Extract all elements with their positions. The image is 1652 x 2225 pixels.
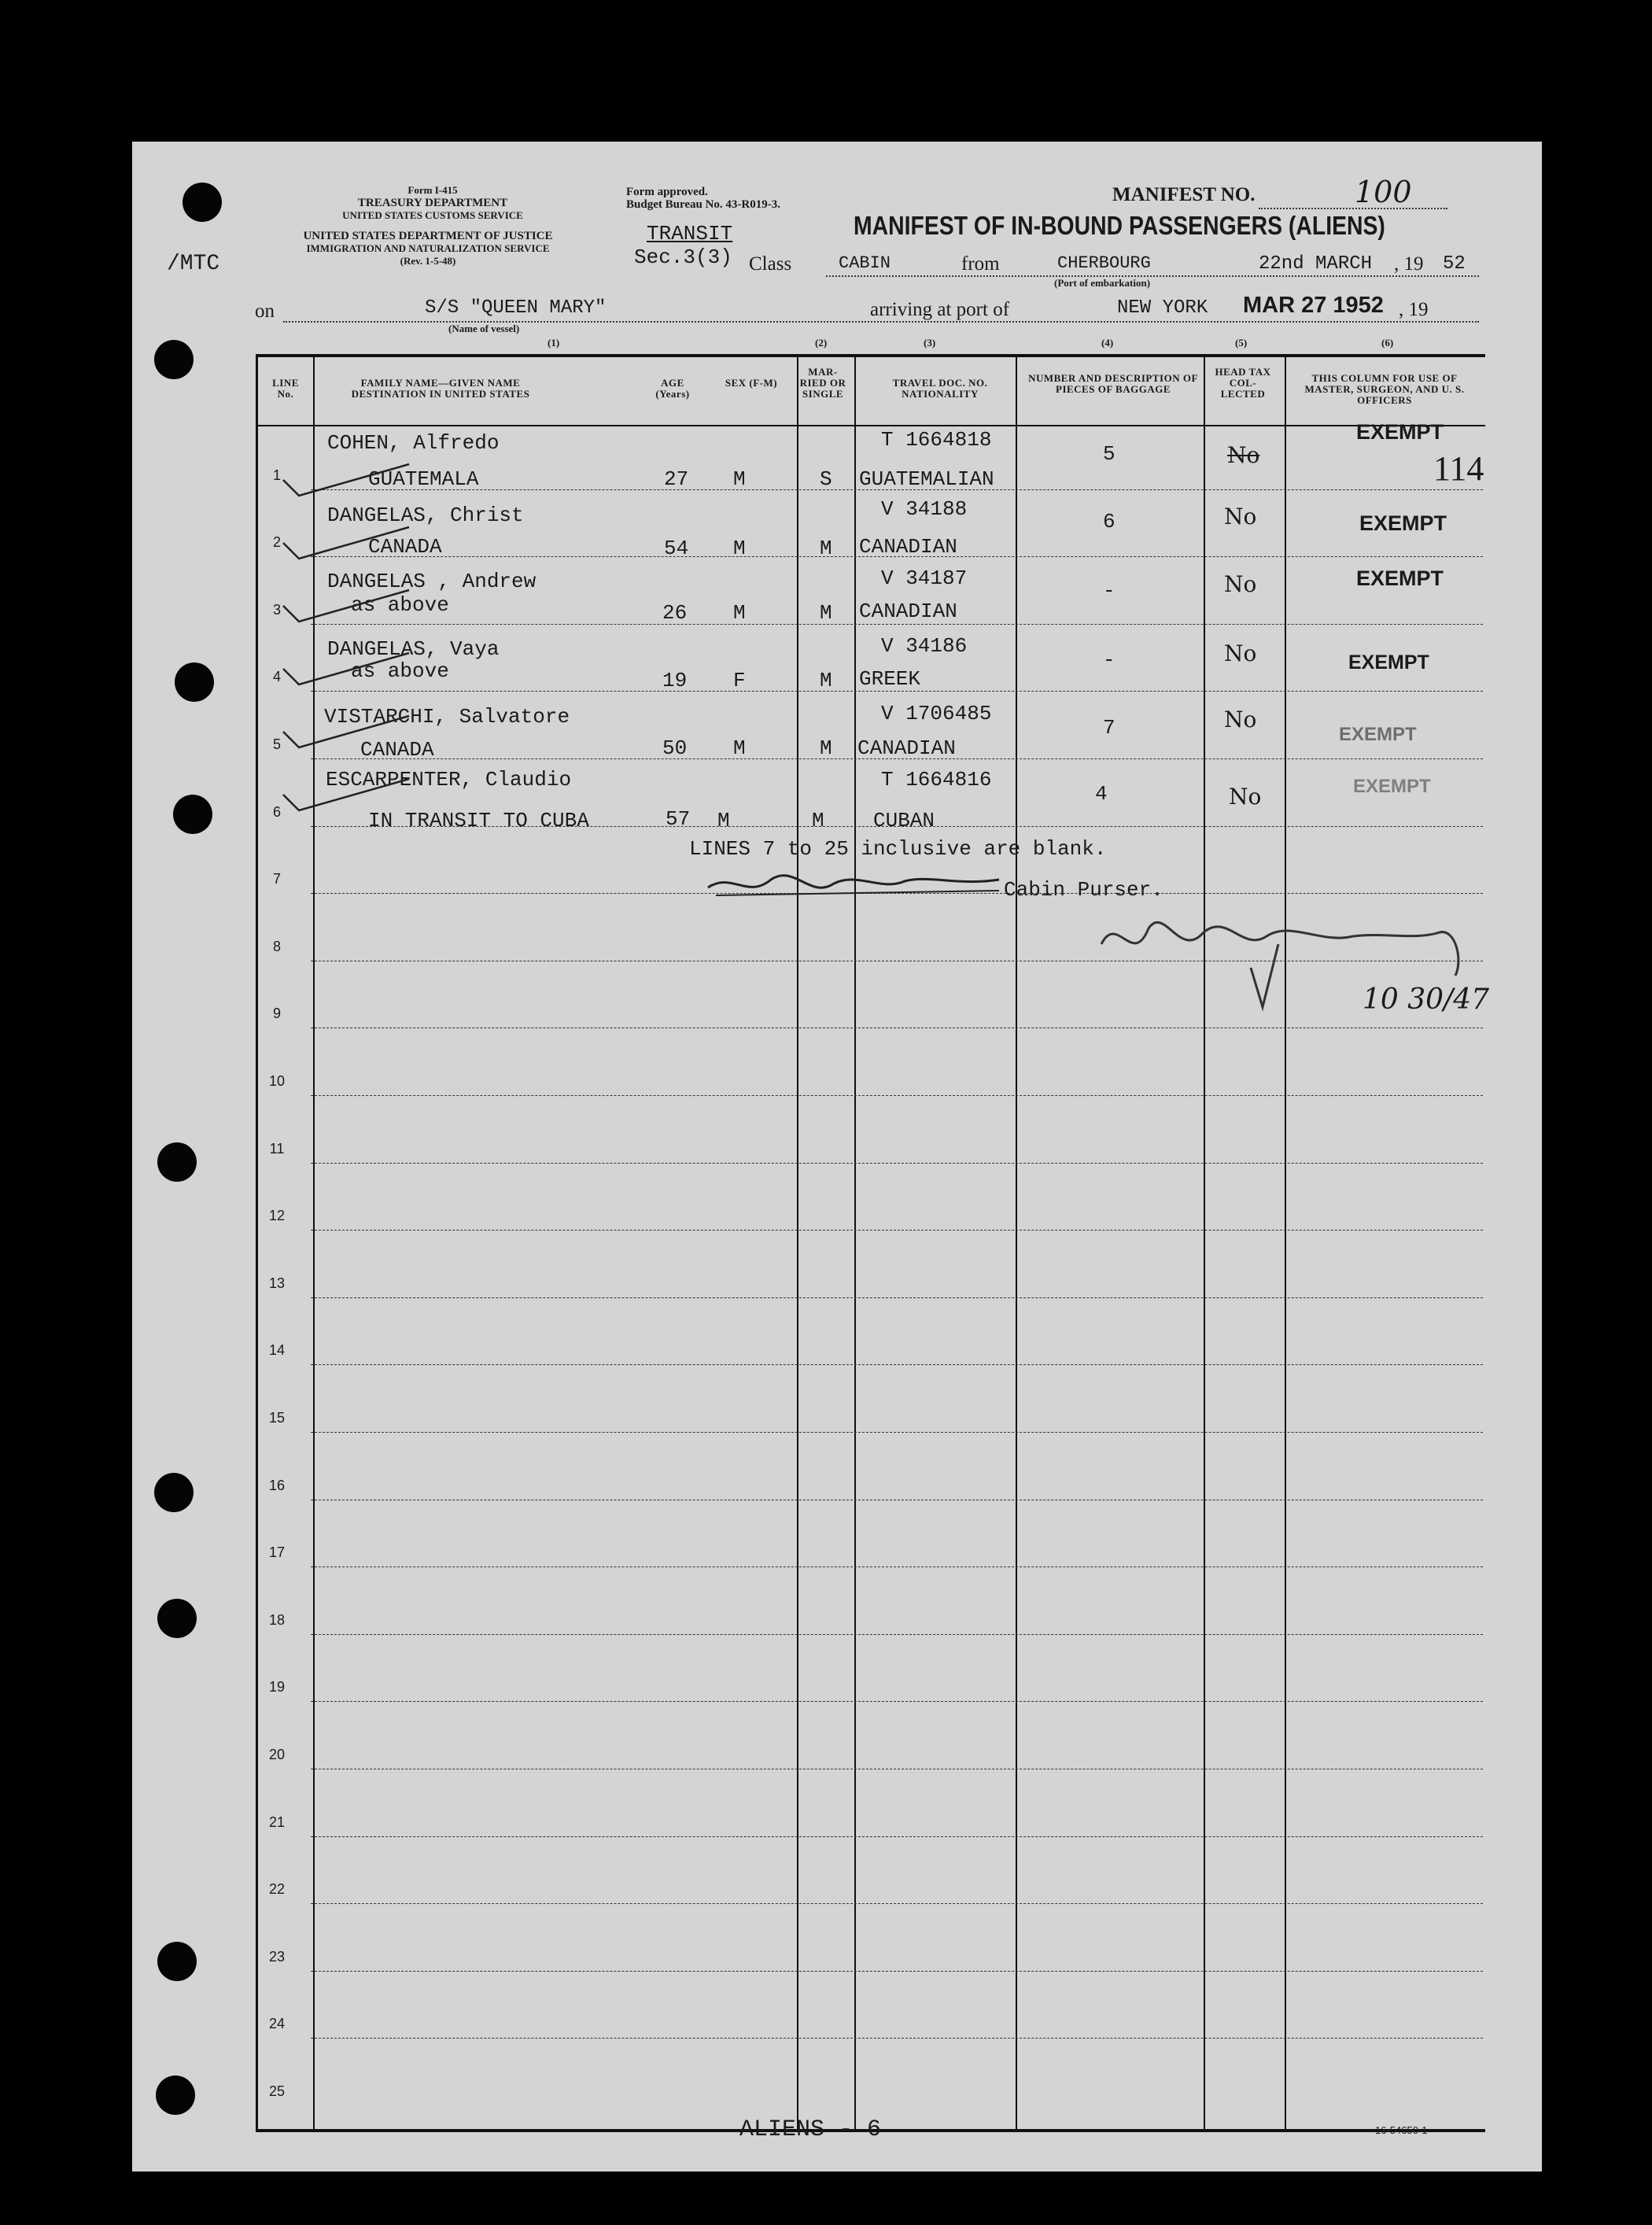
row-divider [311, 1634, 1483, 1635]
line-number: 11 [269, 1141, 285, 1157]
passenger-marital: M [820, 601, 832, 625]
passenger-name: DANGELAS, Vaya [327, 637, 500, 661]
passenger-nationality: CANADIAN [857, 736, 956, 760]
purser-label: Cabin Purser. [1004, 878, 1163, 902]
line-number: 17 [268, 1544, 286, 1560]
passenger-sex: M [733, 736, 746, 760]
passenger-remark: EXEMPT [1348, 651, 1429, 673]
line-number: 19 [268, 1679, 286, 1695]
line-number: 20 [268, 1747, 286, 1762]
row-divider [311, 624, 1483, 625]
binder-hole [173, 795, 212, 834]
col-baggage: NUMBER AND DESCRIPTION OF PIECES OF BAGGAGE [1028, 372, 1198, 395]
port-caption: (Port of embarkation) [1054, 277, 1151, 289]
passenger-head-tax: No [1229, 784, 1262, 810]
col-head-tax: HEAD TAX COL-LECTED [1215, 366, 1271, 400]
passenger-name: DANGELAS, Christ [327, 504, 524, 527]
passenger-head-tax: No [1224, 707, 1257, 732]
binder-hole [154, 340, 194, 379]
passenger-marital: M [812, 809, 824, 832]
passenger-age: 26 [662, 601, 688, 625]
arrival-port: NEW YORK [1117, 297, 1208, 319]
on-label: on [255, 301, 275, 322]
justice-block: UNITED STATES DEPARTMENT OF JUSTICE IMMIGRATION AND NATURALIZATION SERVICE (Rev. 1-5-48) [303, 230, 553, 267]
row-divider [311, 1364, 1483, 1365]
passenger-doc: T 1664818 [881, 428, 992, 452]
passenger-name: ESCARPENTER, Claudio [326, 768, 572, 791]
line-number: 5 [272, 736, 281, 752]
margin-note: /MTC [167, 252, 220, 276]
col-travel-doc: TRAVEL DOC. NO. NATIONALITY [892, 377, 988, 400]
blank-lines-note: LINES 7 to 25 inclusive are blank. [689, 837, 1107, 861]
line-number: 6 [272, 804, 281, 820]
line-number: 16 [268, 1478, 286, 1493]
row-divider [311, 2038, 1483, 2039]
manifest-no-label: MANIFEST NO. [1112, 184, 1256, 205]
purser-signature [700, 856, 1015, 911]
arrival-year-suffix: , 19 [1399, 299, 1429, 320]
passenger-nationality: GUATEMALIAN [859, 467, 994, 491]
binder-hole [154, 1473, 194, 1512]
binder-hole [157, 1599, 197, 1638]
row-divider [311, 1701, 1483, 1702]
arriving-label: arriving at port of [870, 299, 1010, 320]
transit-stamp: TRANSIT [647, 222, 733, 245]
passenger-doc: V 1706485 [881, 702, 992, 725]
passenger-head-tax: No [1224, 504, 1257, 529]
passenger-sex: F [733, 669, 746, 692]
binder-hole [157, 1142, 197, 1182]
vessel-name: S/S "QUEEN MARY" [425, 297, 607, 319]
passenger-age: 27 [664, 467, 689, 491]
row-divider [311, 1432, 1483, 1433]
footer-label: ALIENS - 6 [739, 2116, 882, 2143]
line-number: 7 [272, 871, 281, 887]
passenger-baggage: 5 [1103, 442, 1115, 466]
passenger-sex: M [733, 537, 746, 560]
class-label: Class [749, 253, 792, 275]
col-married: MAR-RIED OR SINGLE [799, 366, 846, 400]
passenger-destination: IN TRANSIT TO CUBA [368, 809, 589, 832]
col-line-no: LINE No. [272, 377, 299, 400]
page-title: MANIFEST OF IN-BOUND PASSENGERS (ALIENS) [854, 211, 1385, 240]
binder-hole [156, 2076, 195, 2115]
passenger-sex: M [733, 601, 746, 625]
section-ref: Sec.3(3) [634, 245, 732, 269]
passenger-doc: V 34187 [881, 566, 968, 590]
passenger-nationality: CANADIAN [859, 600, 957, 623]
passenger-marital: S [820, 467, 832, 491]
line-number: 8 [272, 939, 281, 954]
passenger-nationality: CUBAN [873, 809, 935, 832]
passenger-age: 19 [662, 669, 688, 692]
line-number: 22 [268, 1881, 286, 1897]
line-number: 4 [272, 669, 281, 684]
line-number: 15 [268, 1410, 286, 1426]
handwritten-date: 10 30/47 [1363, 983, 1489, 1016]
manifest-no-rule [1259, 208, 1447, 209]
row-divider [311, 1903, 1483, 1904]
passenger-remark: EXEMPT [1356, 420, 1444, 444]
line-number: 23 [268, 1949, 286, 1965]
passenger-destination: CANADA [368, 535, 442, 559]
treasury-block: Form I-415 TREASURY DEPARTMENT UNITED STATES CUSTOMS SERVICE [342, 184, 523, 221]
passenger-baggage: - [1103, 579, 1115, 603]
binder-hole [175, 662, 214, 702]
arrival-date-stamp: MAR 27 1952 [1243, 293, 1384, 318]
col-name: FAMILY NAME—GIVEN NAME DESTINATION IN UNITED STATES [351, 377, 530, 400]
passenger-destination: GUATEMALA [368, 467, 479, 491]
passenger-baggage: - [1103, 648, 1115, 672]
passenger-marital: M [820, 736, 832, 760]
passenger-remark: EXEMPT [1359, 511, 1447, 535]
from-label: from [961, 253, 1000, 275]
line-number: 2 [272, 534, 281, 550]
passenger-destination: as above [351, 593, 449, 617]
year-prefix: , 19 [1394, 253, 1424, 275]
passenger-name: VISTARCHI, Salvatore [324, 705, 570, 729]
manifest-no: 100 [1355, 175, 1412, 209]
row-divider [311, 1971, 1483, 1972]
passenger-marital: M [820, 537, 832, 560]
line-number: 21 [268, 1814, 286, 1830]
passenger-nationality: CANADIAN [859, 535, 957, 559]
row-divider [311, 691, 1483, 692]
row-divider [311, 1163, 1483, 1164]
passenger-name: COHEN, Alfredo [327, 431, 500, 455]
vessel-rule [283, 321, 1479, 323]
passenger-remark: EXEMPT [1356, 566, 1444, 590]
passenger-destination: CANADA [360, 738, 434, 762]
approval-block: Form approved. Budget Bureau No. 43-R019-3. [626, 186, 780, 211]
passenger-doc: V 34186 [881, 634, 968, 658]
passenger-baggage: 4 [1095, 782, 1108, 806]
col-sex: SEX (F-M) [725, 377, 778, 389]
passenger-age: 54 [664, 537, 689, 560]
binder-hole [183, 183, 222, 222]
line-number: 3 [272, 602, 281, 618]
passenger-head-tax: No [1227, 442, 1260, 468]
line-number: 24 [268, 2016, 286, 2031]
binder-hole [157, 1942, 197, 1981]
line-number: 14 [268, 1342, 286, 1358]
passenger-remark: EXEMPT [1339, 724, 1417, 745]
passenger-marital: M [820, 669, 832, 692]
row-divider [311, 1836, 1483, 1837]
passenger-nationality: GREEK [859, 667, 921, 691]
passenger-head-tax: No [1224, 571, 1257, 597]
line-number: 9 [272, 1005, 281, 1021]
passenger-baggage: 6 [1103, 510, 1115, 533]
class-rule [826, 275, 1479, 277]
year-value: 52 [1443, 253, 1466, 275]
col-age: AGE (Years) [655, 377, 690, 400]
vessel-caption: (Name of vessel) [448, 323, 520, 334]
line-number: 10 [268, 1073, 286, 1089]
row-divider [311, 1297, 1483, 1298]
date-value: 22nd MARCH [1259, 253, 1373, 275]
passenger-doc: T 1664816 [881, 768, 992, 791]
row-divider [311, 1566, 1483, 1567]
passenger-sex: M [733, 467, 746, 491]
annotation-114: 114 [1433, 449, 1484, 488]
line-number: 12 [268, 1208, 286, 1223]
passenger-age: 50 [662, 736, 688, 760]
passenger-doc: V 34188 [881, 497, 968, 521]
passenger-baggage: 7 [1103, 716, 1115, 740]
form-number: 16-54650-1 [1375, 2124, 1428, 2136]
passenger-sex: M [717, 809, 730, 832]
class-value: CABIN [839, 253, 891, 273]
col-officers: THIS COLUMN FOR USE OF MASTER, SURGEON, AND U. S. OFFICERS [1304, 372, 1465, 406]
line-number: 1 [272, 467, 281, 483]
row-divider [311, 1095, 1483, 1096]
line-number: 25 [268, 2083, 286, 2099]
line-number: 18 [268, 1612, 286, 1628]
row-divider [311, 1230, 1483, 1231]
passenger-age: 57 [666, 807, 691, 831]
passenger-remark: EXEMPT [1353, 776, 1431, 797]
passenger-name: DANGELAS , Andrew [327, 570, 537, 593]
from-value: CHERBOURG [1057, 253, 1151, 273]
passenger-destination: as above [351, 659, 449, 683]
check-marks [267, 448, 441, 858]
line-number: 13 [268, 1275, 286, 1291]
passenger-head-tax: No [1224, 640, 1257, 666]
